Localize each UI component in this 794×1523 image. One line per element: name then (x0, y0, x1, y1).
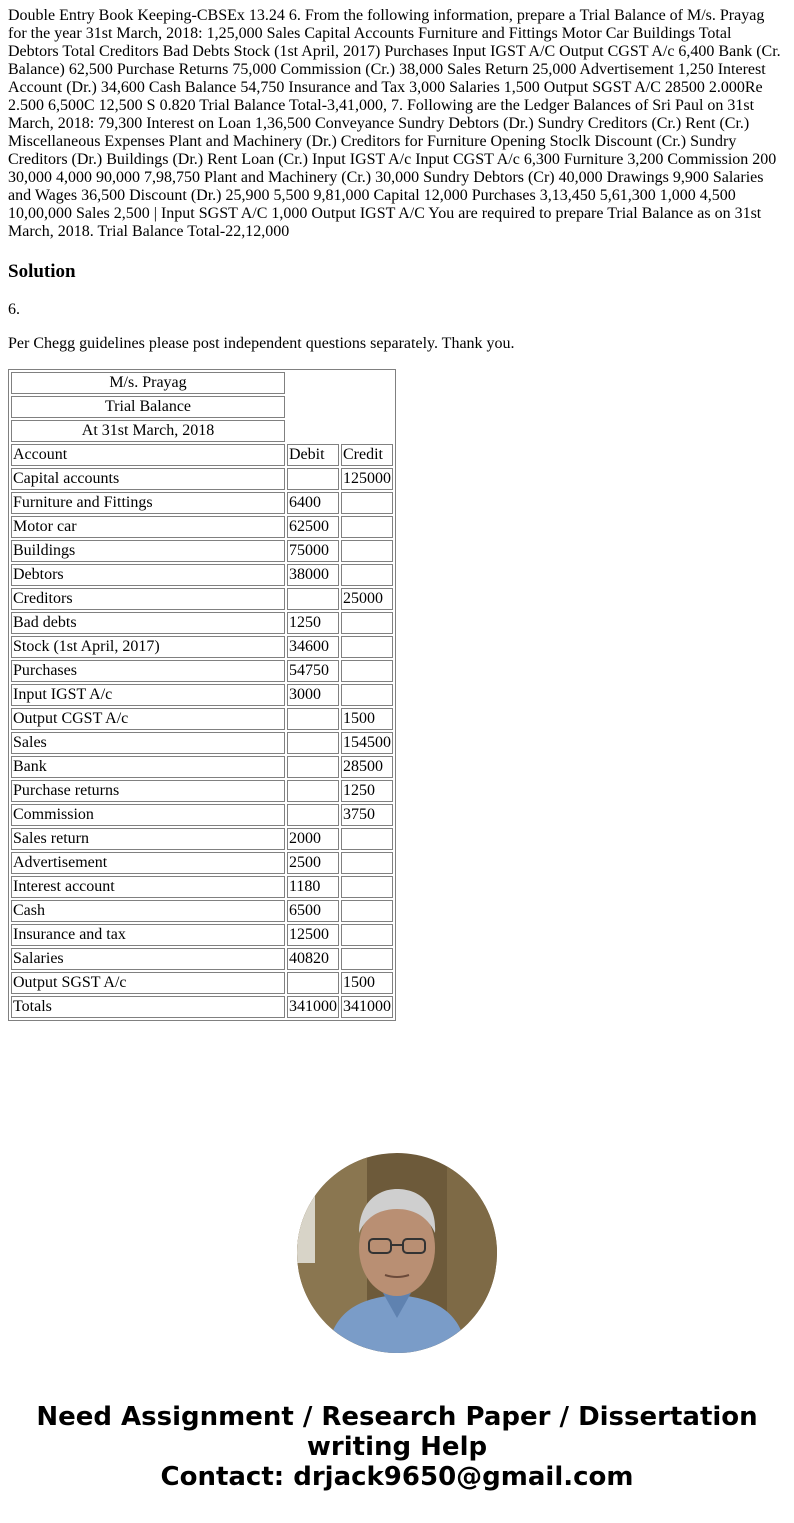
table-row (11, 660, 393, 682)
credit-cell (341, 540, 393, 562)
table-row (11, 780, 393, 802)
table-row (11, 468, 393, 490)
credit-cell (341, 636, 393, 658)
account-cell: Cash (11, 900, 285, 922)
table-row (11, 516, 393, 538)
table-row (11, 492, 393, 514)
credit-cell (341, 828, 393, 850)
credit-cell (341, 876, 393, 898)
account-cell: Debtors (11, 564, 285, 586)
credit-cell (341, 852, 393, 874)
table-header-row (11, 444, 393, 466)
credit-cell (341, 516, 393, 538)
debit-cell: 54750 (287, 660, 339, 682)
table-row (11, 756, 393, 778)
table-row (11, 924, 393, 946)
footer-line-1: Need Assignment / Research Paper / Dissertation (36, 1402, 758, 1432)
author-avatar (297, 1153, 497, 1353)
account-cell: Salaries (11, 948, 285, 970)
debit-cell: 75000 (287, 540, 339, 562)
credit-cell: 1250 (341, 780, 393, 802)
account-cell: Commission (11, 804, 285, 826)
account-header: Account (11, 444, 285, 466)
totals-label-cell: Totals (11, 996, 285, 1018)
credit-cell (341, 684, 393, 706)
debit-cell (287, 732, 339, 754)
debit-cell (287, 468, 339, 490)
account-cell: Sales (11, 732, 285, 754)
table-row (11, 564, 393, 586)
total-debit-cell: 341000 (287, 996, 339, 1018)
credit-cell: 154500 (341, 732, 393, 754)
totals-row (11, 996, 393, 1018)
credit-cell (341, 564, 393, 586)
debit-cell (287, 972, 339, 994)
debit-cell: 6500 (287, 900, 339, 922)
debit-cell (287, 756, 339, 778)
debit-cell: 40820 (287, 948, 339, 970)
account-cell: Bank (11, 756, 285, 778)
credit-cell (341, 492, 393, 514)
table-row (11, 612, 393, 634)
account-cell: Insurance and tax (11, 924, 285, 946)
table-title-row (11, 372, 393, 394)
statement-title-cell: Trial Balance (11, 396, 285, 418)
trial-balance-table (8, 369, 396, 1021)
table-row (11, 828, 393, 850)
credit-cell: 1500 (341, 972, 393, 994)
account-cell: Sales return (11, 828, 285, 850)
debit-cell (287, 780, 339, 802)
footer-line-2: writing Help (306, 1432, 488, 1462)
credit-cell (341, 924, 393, 946)
solution-number: 6. (8, 301, 20, 318)
company-name-cell: M/s. Prayag (11, 372, 285, 394)
table-row (11, 732, 393, 754)
table-row (11, 588, 393, 610)
credit-cell (341, 948, 393, 970)
table-row (11, 972, 393, 994)
debit-header: Debit (287, 444, 339, 466)
account-cell: Output SGST A/c (11, 972, 285, 994)
debit-cell: 6400 (287, 492, 339, 514)
table-title-row (11, 396, 393, 418)
debit-cell: 1250 (287, 612, 339, 634)
debit-cell: 3000 (287, 684, 339, 706)
credit-cell: 28500 (341, 756, 393, 778)
debit-cell: 1180 (287, 876, 339, 898)
account-cell: Capital accounts (11, 468, 285, 490)
debit-cell: 62500 (287, 516, 339, 538)
question-text: Double Entry Book Keeping-CBSEx 13.24 6. From the following information, prepare a Trial Balance of M/s. Prayag for the year 31st March, 2018: 1,25,000 Sales Capital Accounts Furniture and Fittings Motor Car Buildings Total Debtors Total Creditors Bad Debts Stock (1st April, 2017) Purchases Input IGST A/C Output CGST A/c 6,400 Bank (Cr. Balance) 62,500 Purchase Returns 75,000 Commission (Cr.) 38,000 Sales Return 25,000 Advertisement 1,250 Interest Account (Dr.) 34,600 Cash Balance 54,750 Insurance and Tax 3,000 Salaries 1,500 Output SGST A/C 28500 2.000Re 2.500 6,500C 12,500 S 0.820 Trial Balance Total-3,41,000, 7. Following are the Ledger Balances of Sri Paul on 31st March, 2018: 79,300 Interest on Loan 1,36,500 Conveyance Sundry Debtors (Dr.) Sundry Creditors (Cr.) Rent (Cr.) Miscellaneous Expenses Plant and Machinery (Dr.) Creditors for Furniture Opening Stoclk Discount (Cr.) Sundry Creditors (Dr.) Buildings (Dr.) Rent Loan (Cr.) Input IGST A/c Input CGST A/c 6,300 Furniture 3,200 Commission 200 30,000 4,000 90,000 7,98,750 Plant and Machinery (Cr.) 30,000 Sundry Debtors (Cr) 40,000 Drawings 9,900 Salaries and Wages 36,500 Discount (Dr.) 25,900 5,500 9,81,000 Capital 12,000 Purchases 3,13,450 5,61,300 1,000 4,500 10,00,000 Sales 2,500 | Input SGST A/C 1,000 Output IGST A/C You are required to prepare Trial Balance as on 31st March, 2018. Trial Balance Total-22,12,000 (8, 7, 781, 240)
person-portrait-icon (297, 1153, 497, 1353)
account-cell: Motor car (11, 516, 285, 538)
debit-cell: 12500 (287, 924, 339, 946)
credit-cell (341, 900, 393, 922)
footer-line-3: Contact: drjack9650@gmail.com (160, 1462, 634, 1492)
account-cell: Input IGST A/c (11, 684, 285, 706)
credit-cell: 3750 (341, 804, 393, 826)
footer-ad (0, 1402, 794, 1492)
statement-date-cell: At 31st March, 2018 (11, 420, 285, 442)
table-row (11, 900, 393, 922)
debit-cell: 2500 (287, 852, 339, 874)
account-cell: Output CGST A/c (11, 708, 285, 730)
account-cell: Advertisement (11, 852, 285, 874)
table-row (11, 876, 393, 898)
table-row (11, 708, 393, 730)
credit-header: Credit (341, 444, 393, 466)
table-title-row (11, 420, 393, 442)
account-cell: Buildings (11, 540, 285, 562)
solution-heading: Solution (8, 261, 76, 282)
debit-cell (287, 708, 339, 730)
credit-cell (341, 612, 393, 634)
account-cell: Furniture and Fittings (11, 492, 285, 514)
credit-cell (341, 660, 393, 682)
debit-cell (287, 588, 339, 610)
account-cell: Bad debts (11, 612, 285, 634)
total-credit-cell: 341000 (341, 996, 393, 1018)
credit-cell: 1500 (341, 708, 393, 730)
account-cell: Stock (1st April, 2017) (11, 636, 285, 658)
table-row (11, 852, 393, 874)
table-row (11, 804, 393, 826)
table-row (11, 948, 393, 970)
credit-cell: 25000 (341, 588, 393, 610)
table-row (11, 684, 393, 706)
debit-cell (287, 804, 339, 826)
debit-cell: 38000 (287, 564, 339, 586)
solution-note: Per Chegg guidelines please post independent questions separately. Thank you. (8, 335, 515, 352)
credit-cell: 125000 (341, 468, 393, 490)
debit-cell: 34600 (287, 636, 339, 658)
account-cell: Creditors (11, 588, 285, 610)
table-row (11, 636, 393, 658)
table-row (11, 540, 393, 562)
account-cell: Interest account (11, 876, 285, 898)
account-cell: Purchase returns (11, 780, 285, 802)
debit-cell: 2000 (287, 828, 339, 850)
account-cell: Purchases (11, 660, 285, 682)
